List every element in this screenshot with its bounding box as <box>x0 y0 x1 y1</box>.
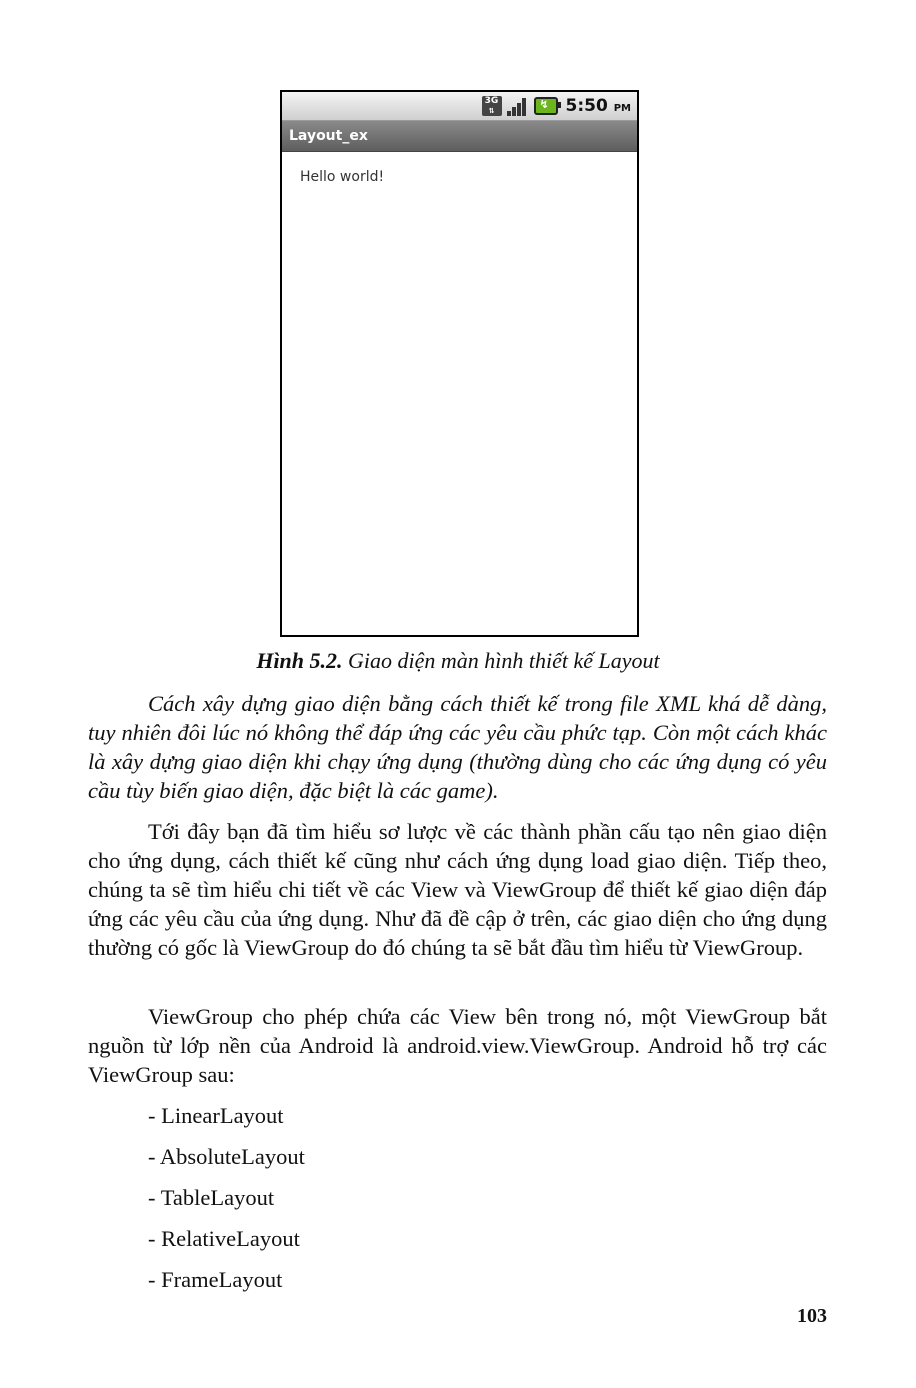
phone-screenshot <box>280 90 639 637</box>
3g-network-icon: 3G ⇅ <box>482 96 502 116</box>
list-item: - RelativeLayout <box>148 1226 300 1251</box>
paragraph-1: Cách xây dựng giao diện bằng cách thiết kế trong file XML khá dễ dàng, tuy nhiên đôi lúc nó không thể đáp ứng các yêu cầu phức tạp. Còn một cách khác là xây dựng giao diện khi chạy ứng dụng (thường dùng cho các ứng dụng có yêu cầu tùy biến giao diện, đặc biệt là các game). <box>88 691 827 803</box>
figure-caption <box>0 648 916 674</box>
paragraph-3: ViewGroup cho phép chứa các View bên trong nó, một ViewGroup bắt nguồn từ lớp nền của Android là android.view.ViewGroup. Android hỗ trợ các ViewGroup sau: <box>88 1004 827 1087</box>
network-label: 3G <box>484 96 499 106</box>
paragraph-2: Tới đây bạn đã tìm hiểu sơ lược về các thành phần cấu tạo nên giao diện cho ứng dụng, cách thiết kế cũng như cách ứng dụng load giao diện. Tiếp theo, chúng ta sẽ tìm hiểu chi tiết về các View và ViewGroup để thiết kế giao diện đáp ứng các yêu cầu của ứng dụng. Như đã đề cập ở trên, các giao diện cho ứng dụng thường có gốc là ViewGroup do đó chúng ta sẽ bắt đầu tìm hiểu từ ViewGroup. <box>88 819 827 960</box>
hello-text: Hello world! <box>300 169 385 185</box>
list-item: - LinearLayout <box>148 1103 284 1128</box>
app-title-bar: Layout_ex <box>282 121 637 152</box>
caption-text: Giao diện màn hình thiết kế Layout <box>348 648 660 673</box>
viewgroup-list <box>148 1101 305 1306</box>
status-bar <box>282 92 637 121</box>
battery-charging-icon: ↯ <box>534 97 558 115</box>
status-ampm: PM <box>613 103 631 114</box>
list-item: - TableLayout <box>148 1185 275 1210</box>
list-item: - FrameLayout <box>148 1267 283 1292</box>
signal-icon <box>507 96 529 116</box>
caption-label: Hình 5.2. <box>256 648 343 673</box>
status-clock <box>566 96 632 116</box>
page-number: 103 <box>797 1305 827 1327</box>
status-time: 5:50 <box>565 96 608 116</box>
list-item: - AbsoluteLayout <box>148 1144 305 1169</box>
